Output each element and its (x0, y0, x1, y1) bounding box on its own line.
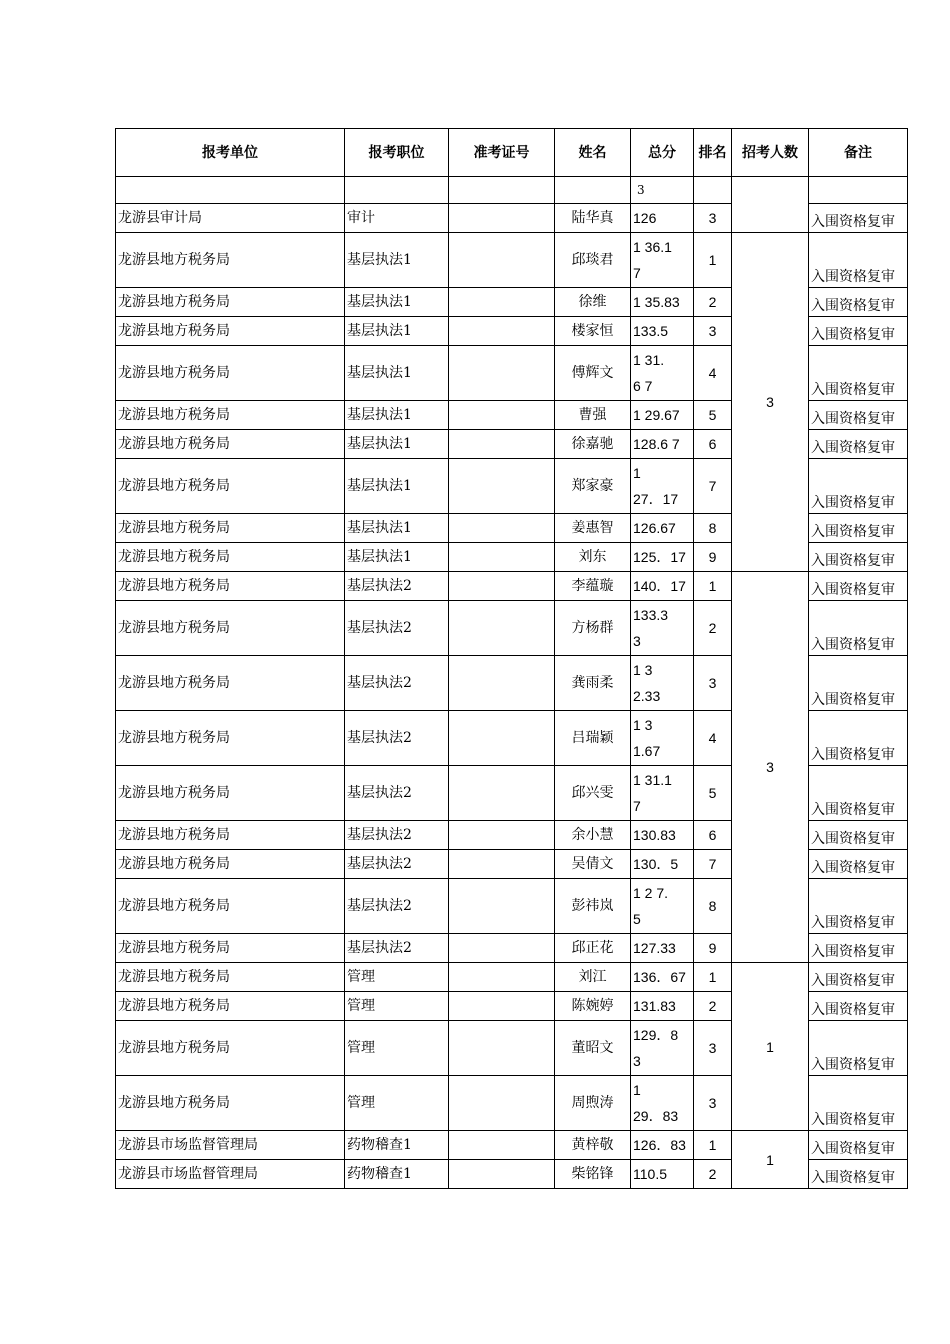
cell-position: 基层执法1 (345, 317, 449, 346)
cell-name: 周煦涛 (555, 1076, 631, 1131)
cell-unit: 龙游县地方税务局 (116, 346, 345, 401)
cell-rank: 2 (694, 1160, 732, 1189)
cell-position: 基层执法1 (345, 401, 449, 430)
cell-exam-id (449, 572, 555, 601)
cell-recruit-count: 3 (732, 233, 809, 572)
header-exam-id: 准考证号 (449, 129, 555, 177)
cell-name: 吕瑞颖 (555, 711, 631, 766)
table-row (116, 177, 908, 204)
cell-position: 管理 (345, 1076, 449, 1131)
cell-unit: 龙游县审计局 (116, 204, 345, 233)
cell-position: 管理 (345, 1021, 449, 1076)
cell-unit: 龙游县地方税务局 (116, 233, 345, 288)
cell-name: 邱正花 (555, 934, 631, 963)
cell-total: 126.67 (631, 514, 694, 543)
header-note: 备注 (809, 129, 908, 177)
cell-total: 1 35.83 (631, 288, 694, 317)
cell-rank: 3 (694, 204, 732, 233)
cell-exam-id (449, 1131, 555, 1160)
cell-rank: 9 (694, 543, 732, 572)
cell-exam-id (449, 850, 555, 879)
cell-name: 吴倩文 (555, 850, 631, 879)
cell-name: 傅辉文 (555, 346, 631, 401)
cell-total: 3 (631, 177, 694, 204)
cell-note: 入围资格复审 (809, 1160, 908, 1189)
cell-position: 管理 (345, 963, 449, 992)
cell-note: 入围资格复审 (809, 711, 908, 766)
cell-exam-id (449, 401, 555, 430)
cell-rank: 3 (694, 1021, 732, 1076)
cell-rank: 2 (694, 601, 732, 656)
cell-unit: 龙游县地方税务局 (116, 992, 345, 1021)
cell-name (555, 177, 631, 204)
cell-note: 入围资格复审 (809, 288, 908, 317)
cell-exam-id (449, 601, 555, 656)
cell-unit: 龙游县地方税务局 (116, 514, 345, 543)
cell-unit: 龙游县地方税务局 (116, 821, 345, 850)
cell-note: 入围资格复审 (809, 430, 908, 459)
header-total: 总分 (631, 129, 694, 177)
cell-unit (116, 177, 345, 204)
cell-note: 入围资格复审 (809, 204, 908, 233)
header-name: 姓名 (555, 129, 631, 177)
cell-position: 基层执法2 (345, 572, 449, 601)
cell-position (345, 177, 449, 204)
cell-total: 126 (631, 204, 694, 233)
cell-total: 1 31.1 7 (631, 766, 694, 821)
table-body (116, 177, 908, 1189)
cell-unit: 龙游县市场监督管理局 (116, 1131, 345, 1160)
cell-rank: 5 (694, 766, 732, 821)
cell-rank: 3 (694, 317, 732, 346)
cell-note: 入围资格复审 (809, 572, 908, 601)
cell-note: 入围资格复审 (809, 992, 908, 1021)
cell-note: 入围资格复审 (809, 1131, 908, 1160)
cell-rank: 2 (694, 288, 732, 317)
cell-position: 基层执法2 (345, 766, 449, 821)
header-rank: 排名 (694, 129, 732, 177)
cell-name: 楼家恒 (555, 317, 631, 346)
cell-unit: 龙游县市场监督管理局 (116, 1160, 345, 1189)
cell-exam-id (449, 992, 555, 1021)
cell-total: 125．17 (631, 543, 694, 572)
cell-position: 基层执法2 (345, 850, 449, 879)
cell-rank: 8 (694, 879, 732, 934)
cell-position: 基层执法1 (345, 459, 449, 514)
cell-exam-id (449, 963, 555, 992)
table-row (116, 572, 908, 601)
cell-rank: 5 (694, 401, 732, 430)
cell-exam-id (449, 459, 555, 514)
cell-total: 1 2 7. 5 (631, 879, 694, 934)
cell-recruit-count: 3 (732, 572, 809, 963)
cell-position: 基层执法2 (345, 879, 449, 934)
cell-rank: 7 (694, 459, 732, 514)
cell-total: 128.6 7 (631, 430, 694, 459)
cell-total: 129．8 3 (631, 1021, 694, 1076)
cell-rank: 9 (694, 934, 732, 963)
cell-note: 入围资格复审 (809, 601, 908, 656)
cell-note (809, 177, 908, 204)
cell-position: 基层执法1 (345, 543, 449, 572)
cell-name: 陆华真 (555, 204, 631, 233)
cell-note: 入围资格复审 (809, 459, 908, 514)
cell-exam-id (449, 430, 555, 459)
cell-name: 刘江 (555, 963, 631, 992)
cell-position: 基层执法2 (345, 601, 449, 656)
cell-rank: 4 (694, 711, 732, 766)
cell-rank: 4 (694, 346, 732, 401)
cell-total: 1 31. 6 7 (631, 346, 694, 401)
cell-total: 1 27．17 (631, 459, 694, 514)
cell-unit: 龙游县地方税务局 (116, 656, 345, 711)
cell-name: 陈婉婷 (555, 992, 631, 1021)
cell-position: 基层执法2 (345, 711, 449, 766)
cell-name: 董昭文 (555, 1021, 631, 1076)
cell-rank: 8 (694, 514, 732, 543)
cell-unit: 龙游县地方税务局 (116, 1021, 345, 1076)
cell-name: 彭祎岚 (555, 879, 631, 934)
cell-exam-id (449, 1160, 555, 1189)
cell-name: 李蕴璇 (555, 572, 631, 601)
cell-exam-id (449, 1076, 555, 1131)
header-position: 报考职位 (345, 129, 449, 177)
cell-total: 110.5 (631, 1160, 694, 1189)
cell-total: 126．83 (631, 1131, 694, 1160)
cell-total: 136．67 (631, 963, 694, 992)
cell-name: 黄梓敬 (555, 1131, 631, 1160)
cell-total: 140．17 (631, 572, 694, 601)
cell-recruit-count (732, 177, 809, 233)
cell-total: 133.3 3 (631, 601, 694, 656)
cell-note: 入围资格复审 (809, 656, 908, 711)
header-unit: 报考单位 (116, 129, 345, 177)
cell-note: 入围资格复审 (809, 821, 908, 850)
cell-exam-id (449, 177, 555, 204)
cell-unit: 龙游县地方税务局 (116, 317, 345, 346)
cell-total: 131.83 (631, 992, 694, 1021)
cell-total: 1 3 1.67 (631, 711, 694, 766)
cell-rank: 2 (694, 992, 732, 1021)
cell-rank: 3 (694, 1076, 732, 1131)
cell-total: 1 29.67 (631, 401, 694, 430)
table-row (116, 233, 908, 288)
cell-name: 姜惠智 (555, 514, 631, 543)
cell-rank (694, 177, 732, 204)
cell-position: 药物稽查1 (345, 1160, 449, 1189)
cell-note: 入围资格复审 (809, 401, 908, 430)
cell-unit: 龙游县地方税务局 (116, 572, 345, 601)
cell-unit: 龙游县地方税务局 (116, 963, 345, 992)
cell-unit: 龙游县地方税务局 (116, 879, 345, 934)
cell-total: 1 36.1 7 (631, 233, 694, 288)
cell-name: 徐嘉驰 (555, 430, 631, 459)
cell-position: 药物稽查1 (345, 1131, 449, 1160)
cell-rank: 1 (694, 572, 732, 601)
cell-rank: 3 (694, 656, 732, 711)
cell-rank: 6 (694, 430, 732, 459)
cell-note: 入围资格复审 (809, 963, 908, 992)
cell-name: 徐维 (555, 288, 631, 317)
cell-unit: 龙游县地方税务局 (116, 850, 345, 879)
cell-rank: 1 (694, 963, 732, 992)
cell-exam-id (449, 233, 555, 288)
cell-name: 邱琰君 (555, 233, 631, 288)
cell-position: 基层执法1 (345, 346, 449, 401)
cell-total: 127.33 (631, 934, 694, 963)
cell-rank: 6 (694, 821, 732, 850)
cell-exam-id (449, 821, 555, 850)
cell-name: 龚雨柔 (555, 656, 631, 711)
results-table (115, 128, 908, 1189)
cell-rank: 7 (694, 850, 732, 879)
cell-name: 曹强 (555, 401, 631, 430)
header-row (116, 129, 908, 177)
cell-unit: 龙游县地方税务局 (116, 1076, 345, 1131)
cell-exam-id (449, 711, 555, 766)
cell-note: 入围资格复审 (809, 879, 908, 934)
cell-name: 方杨群 (555, 601, 631, 656)
cell-position: 基层执法2 (345, 934, 449, 963)
cell-exam-id (449, 204, 555, 233)
cell-recruit-count: 1 (732, 963, 809, 1131)
cell-position: 基层执法1 (345, 514, 449, 543)
cell-exam-id (449, 1021, 555, 1076)
cell-exam-id (449, 934, 555, 963)
cell-exam-id (449, 656, 555, 711)
cell-name: 刘东 (555, 543, 631, 572)
cell-total: 1 29．83 (631, 1076, 694, 1131)
cell-name: 柴铭锋 (555, 1160, 631, 1189)
table-row (116, 1131, 908, 1160)
cell-note: 入围资格复审 (809, 934, 908, 963)
cell-note: 入围资格复审 (809, 1076, 908, 1131)
cell-exam-id (449, 879, 555, 934)
cell-note: 入围资格复审 (809, 514, 908, 543)
cell-note: 入围资格复审 (809, 1021, 908, 1076)
cell-exam-id (449, 766, 555, 821)
cell-position: 基层执法1 (345, 288, 449, 317)
cell-rank: 1 (694, 233, 732, 288)
cell-exam-id (449, 543, 555, 572)
cell-position: 管理 (345, 992, 449, 1021)
cell-position: 基层执法1 (345, 233, 449, 288)
cell-unit: 龙游县地方税务局 (116, 543, 345, 572)
cell-name: 邱兴雯 (555, 766, 631, 821)
cell-unit: 龙游县地方税务局 (116, 288, 345, 317)
cell-total: 130．5 (631, 850, 694, 879)
cell-unit: 龙游县地方税务局 (116, 430, 345, 459)
cell-rank: 1 (694, 1131, 732, 1160)
cell-unit: 龙游县地方税务局 (116, 459, 345, 514)
cell-position: 基层执法2 (345, 656, 449, 711)
cell-position: 审计 (345, 204, 449, 233)
header-recruit-count: 招考人数 (732, 129, 809, 177)
cell-total: 130.83 (631, 821, 694, 850)
cell-position: 基层执法2 (345, 821, 449, 850)
cell-exam-id (449, 288, 555, 317)
cell-recruit-count: 1 (732, 1131, 809, 1189)
cell-unit: 龙游县地方税务局 (116, 934, 345, 963)
cell-unit: 龙游县地方税务局 (116, 766, 345, 821)
cell-note: 入围资格复审 (809, 317, 908, 346)
cell-exam-id (449, 317, 555, 346)
cell-note: 入围资格复审 (809, 543, 908, 572)
cell-unit: 龙游县地方税务局 (116, 711, 345, 766)
cell-total: 1 3 2.33 (631, 656, 694, 711)
cell-exam-id (449, 346, 555, 401)
cell-note: 入围资格复审 (809, 766, 908, 821)
cell-exam-id (449, 514, 555, 543)
cell-name: 余小慧 (555, 821, 631, 850)
cell-unit: 龙游县地方税务局 (116, 401, 345, 430)
cell-total: 133.5 (631, 317, 694, 346)
cell-note: 入围资格复审 (809, 233, 908, 288)
cell-unit: 龙游县地方税务局 (116, 601, 345, 656)
cell-note: 入围资格复审 (809, 346, 908, 401)
cell-position: 基层执法1 (345, 430, 449, 459)
cell-name: 郑家豪 (555, 459, 631, 514)
table-row (116, 963, 908, 992)
cell-note: 入围资格复审 (809, 850, 908, 879)
